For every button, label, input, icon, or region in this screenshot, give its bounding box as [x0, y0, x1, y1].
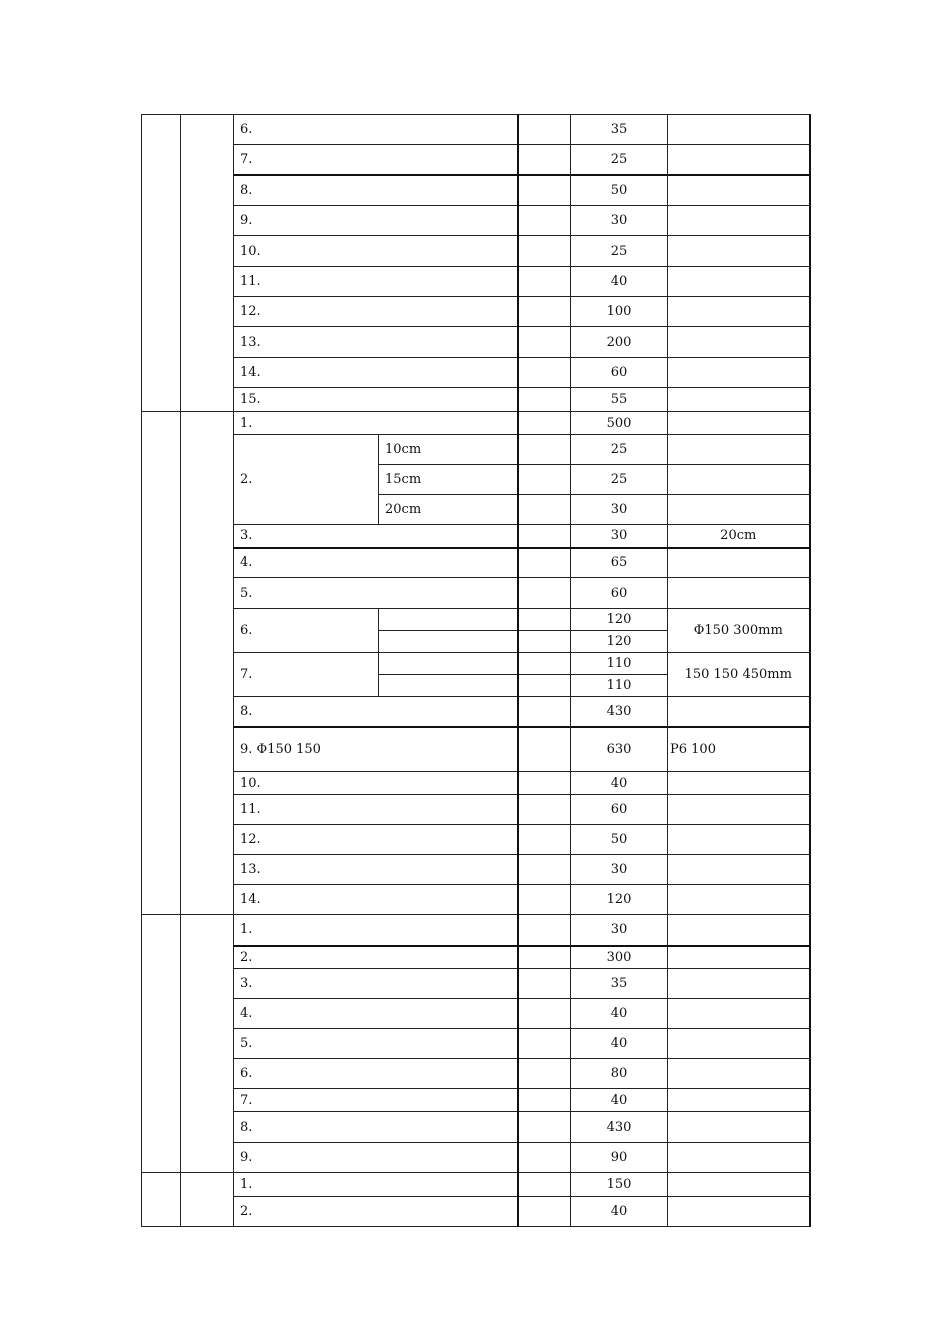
- price: 50: [571, 175, 668, 206]
- unit: [518, 267, 571, 297]
- note: [668, 825, 810, 855]
- item-name: 6.: [234, 1059, 518, 1089]
- price: 60: [571, 795, 668, 825]
- price: 80: [571, 1059, 668, 1089]
- note: [668, 795, 810, 825]
- price: 120: [571, 631, 668, 653]
- note: [668, 548, 810, 578]
- price: 25: [571, 145, 668, 175]
- unit: [518, 412, 571, 435]
- item-spec: 10cm: [379, 435, 518, 465]
- unit: [518, 115, 571, 145]
- price: 25: [571, 236, 668, 267]
- note: [668, 885, 810, 915]
- price: 30: [571, 206, 668, 236]
- unit: [518, 795, 571, 825]
- price: 25: [571, 465, 668, 495]
- note: 20cm: [668, 525, 810, 548]
- price: 30: [571, 855, 668, 885]
- price: 110: [571, 675, 668, 697]
- unit: [518, 465, 571, 495]
- unit: [518, 653, 571, 675]
- item-name: 8.: [234, 1112, 518, 1143]
- item-spec: [379, 609, 518, 631]
- item-name: 12.: [234, 825, 518, 855]
- price: 430: [571, 697, 668, 727]
- price: 35: [571, 115, 668, 145]
- section-sub-label: [181, 1173, 234, 1227]
- unit: [518, 495, 571, 525]
- item-name: 10.: [234, 772, 518, 795]
- item-name: 6.: [234, 609, 379, 653]
- unit: [518, 236, 571, 267]
- item-name: 9.: [234, 1143, 518, 1173]
- note: [668, 999, 810, 1029]
- price: 90: [571, 1143, 668, 1173]
- note: 150 150 450mm: [668, 653, 810, 697]
- note: [668, 969, 810, 999]
- note: [668, 1059, 810, 1089]
- item-name: 2.: [234, 1197, 518, 1227]
- unit: [518, 145, 571, 175]
- unit: [518, 999, 571, 1029]
- item-name: 9. Φ150 150: [234, 727, 518, 772]
- unit: [518, 969, 571, 999]
- item-name: 1.: [234, 915, 518, 946]
- item-spec: [379, 675, 518, 697]
- note: [668, 915, 810, 946]
- note: [668, 465, 810, 495]
- price: 50: [571, 825, 668, 855]
- price: 40: [571, 1029, 668, 1059]
- note: Φ150 300mm: [668, 609, 810, 653]
- price: 300: [571, 946, 668, 969]
- note: [668, 327, 810, 358]
- item-spec: [379, 653, 518, 675]
- unit: [518, 327, 571, 358]
- price: 30: [571, 495, 668, 525]
- note: [668, 946, 810, 969]
- note: [668, 1143, 810, 1173]
- note: [668, 236, 810, 267]
- note: [668, 1112, 810, 1143]
- note: [668, 495, 810, 525]
- unit: [518, 855, 571, 885]
- unit: [518, 1173, 571, 1197]
- item-spec: [379, 631, 518, 653]
- price: 60: [571, 358, 668, 388]
- unit: [518, 1029, 571, 1059]
- note: [668, 145, 810, 175]
- price: 40: [571, 999, 668, 1029]
- unit: [518, 946, 571, 969]
- section-label: [142, 1173, 181, 1227]
- unit: [518, 1112, 571, 1143]
- price: 35: [571, 969, 668, 999]
- price: 100: [571, 297, 668, 327]
- price: 40: [571, 1089, 668, 1112]
- item-name: 6.: [234, 115, 518, 145]
- unit: [518, 631, 571, 653]
- note: [668, 1029, 810, 1059]
- price: 25: [571, 435, 668, 465]
- item-name: 5.: [234, 1029, 518, 1059]
- unit: [518, 578, 571, 609]
- item-name: 3.: [234, 525, 518, 548]
- item-name: 4.: [234, 548, 518, 578]
- price: 500: [571, 412, 668, 435]
- unit: [518, 697, 571, 727]
- note: [668, 1197, 810, 1227]
- unit: [518, 609, 571, 631]
- note: [668, 1089, 810, 1112]
- price: 30: [571, 915, 668, 946]
- note: [668, 388, 810, 412]
- item-name: 14.: [234, 885, 518, 915]
- item-name: 1.: [234, 1173, 518, 1197]
- unit: [518, 1197, 571, 1227]
- price: 30: [571, 525, 668, 548]
- item-spec: 20cm: [379, 495, 518, 525]
- item-spec: 15cm: [379, 465, 518, 495]
- unit: [518, 297, 571, 327]
- item-name: 13.: [234, 855, 518, 885]
- note: [668, 297, 810, 327]
- price: 60: [571, 578, 668, 609]
- item-name: 11.: [234, 267, 518, 297]
- section-sub-label: [181, 915, 234, 1173]
- price: 40: [571, 1197, 668, 1227]
- unit: [518, 727, 571, 772]
- note: [668, 267, 810, 297]
- price: 430: [571, 1112, 668, 1143]
- price: 120: [571, 885, 668, 915]
- price: 630: [571, 727, 668, 772]
- item-name: 15.: [234, 388, 518, 412]
- unit: [518, 772, 571, 795]
- unit: [518, 175, 571, 206]
- section-sub-label: [181, 412, 234, 915]
- item-name: 11.: [234, 795, 518, 825]
- note: [668, 1173, 810, 1197]
- item-name: 7.: [234, 145, 518, 175]
- note: [668, 855, 810, 885]
- unit: [518, 915, 571, 946]
- note: [668, 115, 810, 145]
- item-name: 13.: [234, 327, 518, 358]
- note: [668, 697, 810, 727]
- item-name: 5.: [234, 578, 518, 609]
- unit: [518, 206, 571, 236]
- note: [668, 175, 810, 206]
- item-name: 14.: [234, 358, 518, 388]
- unit: [518, 1059, 571, 1089]
- section-label: [142, 115, 181, 412]
- unit: [518, 358, 571, 388]
- unit: [518, 548, 571, 578]
- unit: [518, 1089, 571, 1112]
- item-name: 1.: [234, 412, 518, 435]
- price: 40: [571, 772, 668, 795]
- section-label: [142, 412, 181, 915]
- note: [668, 358, 810, 388]
- note: P6 100: [668, 727, 810, 772]
- item-name: 2.: [234, 946, 518, 969]
- note: [668, 206, 810, 236]
- item-name: 8.: [234, 175, 518, 206]
- price: 65: [571, 548, 668, 578]
- item-name: 4.: [234, 999, 518, 1029]
- item-name: 9.: [234, 206, 518, 236]
- unit: [518, 675, 571, 697]
- price: 150: [571, 1173, 668, 1197]
- unit: [518, 435, 571, 465]
- item-name: 2.: [234, 435, 379, 525]
- price: 200: [571, 327, 668, 358]
- price-table: [141, 114, 811, 1227]
- item-name: 3.: [234, 969, 518, 999]
- price: 110: [571, 653, 668, 675]
- note: [668, 412, 810, 435]
- section-sub-label: [181, 115, 234, 412]
- item-name: 10.: [234, 236, 518, 267]
- item-name: 7.: [234, 653, 379, 697]
- unit: [518, 885, 571, 915]
- unit: [518, 825, 571, 855]
- unit: [518, 388, 571, 412]
- item-name: 8.: [234, 697, 518, 727]
- price: 40: [571, 267, 668, 297]
- note: [668, 772, 810, 795]
- note: [668, 435, 810, 465]
- price: 120: [571, 609, 668, 631]
- unit: [518, 1143, 571, 1173]
- section-label: [142, 915, 181, 1173]
- note: [668, 578, 810, 609]
- item-name: 7.: [234, 1089, 518, 1112]
- unit: [518, 525, 571, 548]
- item-name: 12.: [234, 297, 518, 327]
- price: 55: [571, 388, 668, 412]
